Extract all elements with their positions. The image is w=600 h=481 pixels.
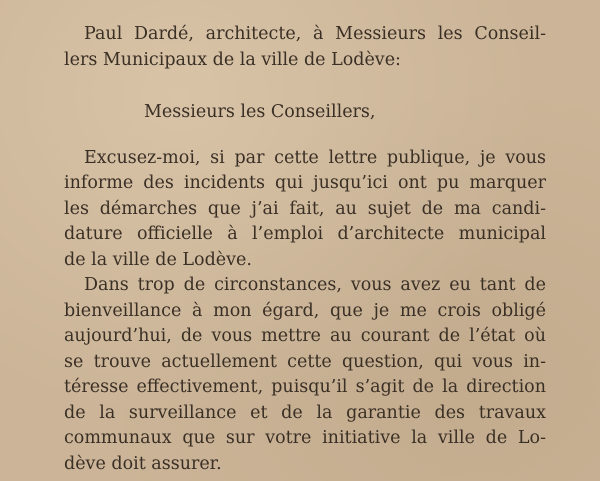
paragraph-line: dève doit assurer. bbox=[64, 453, 222, 474]
paragraph-line: bienveillance à mon égard, que je me crois obligé bbox=[64, 300, 546, 321]
paragraph-2 bbox=[64, 273, 546, 477]
paragraph-line: de la ville de Lodève. bbox=[64, 249, 252, 270]
heading-line: Paul Dardé, architecte, à Messieurs les Conseil- bbox=[84, 24, 546, 44]
paragraph-1 bbox=[64, 146, 546, 274]
paragraph-line: les démarches que j’ai fait, au sujet de ma candi- bbox=[64, 198, 546, 219]
paragraph-line: Excusez-moi, si par cette lettre publique, je vous bbox=[84, 147, 546, 168]
paragraph-line: téresse effectivement, puisqu’il s’agit de la direction bbox=[64, 377, 546, 397]
salutation: Messieurs les Conseillers, bbox=[144, 102, 376, 122]
letter-page bbox=[64, 22, 546, 477]
paragraph-line: se trouve actuellement cette question, qui vous in- bbox=[64, 351, 546, 372]
heading-line: lers Municipaux de la ville de Lodève: bbox=[64, 49, 401, 70]
paragraph-line: aujourd’hui, de vous mettre au courant de l’état où bbox=[64, 326, 546, 346]
paragraph-line: informe des incidents qui jusqu’ici ont pu marquer bbox=[64, 173, 546, 193]
paragraph-line: Dans trop de circonstances, vous avez eu tant de bbox=[84, 275, 546, 295]
paragraph-line: de la surveillance et de la garantie des travaux bbox=[64, 402, 546, 423]
paragraph-line: dature officielle à l’emploi d’architecte municipal bbox=[64, 224, 546, 244]
letter-heading bbox=[64, 22, 546, 73]
paragraph-line: communaux que sur votre initiative la ville de Lo- bbox=[64, 428, 546, 448]
